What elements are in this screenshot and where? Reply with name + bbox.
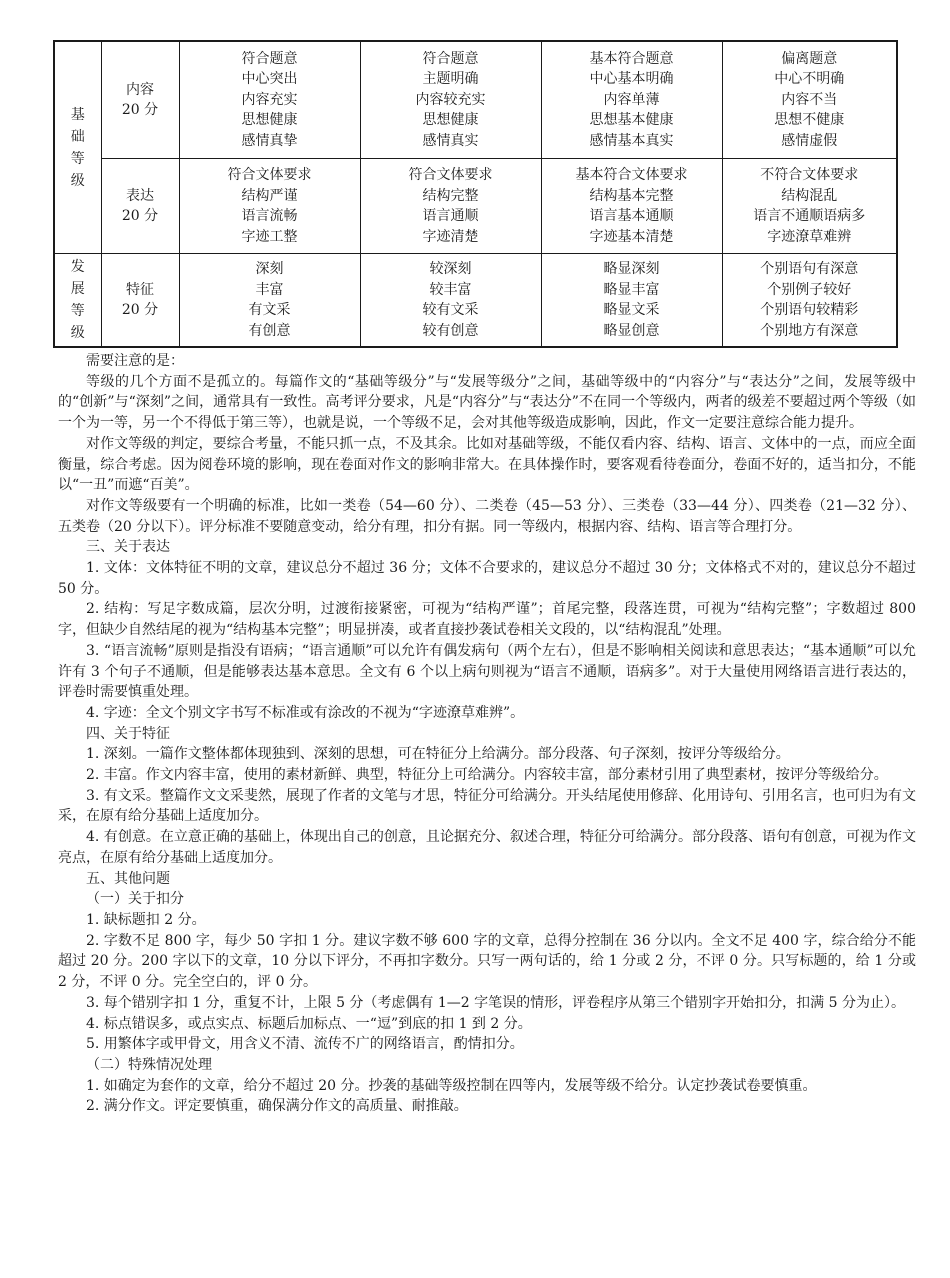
- criteria-line: 有创意: [248, 322, 291, 339]
- criteria-line: 主题明确: [422, 71, 479, 88]
- criteria-line: 感情真挚: [241, 132, 298, 149]
- criteria-cell: [360, 159, 541, 254]
- criteria-cell: [179, 159, 360, 254]
- aspect-title: 内容: [126, 81, 154, 98]
- aspect-score: 20 分: [121, 302, 159, 318]
- criteria-line: 语言不通顺语病多: [753, 208, 866, 224]
- group-label-basic: [54, 41, 101, 254]
- criteria-cell: [179, 254, 360, 348]
- aspect-score: 20 分: [121, 102, 159, 118]
- criteria-line: 略显创意: [603, 322, 660, 339]
- criteria-line: 字迹清楚: [422, 228, 479, 245]
- criteria-line: 略显丰富: [603, 281, 660, 298]
- criteria-cell: [722, 159, 897, 254]
- criteria-line: 丰富: [255, 281, 284, 298]
- paragraph: 对作文等级的判定，要综合考量，不能只抓一点，不及其余。比如对基础等级，不能仅看内容、结构、语言、文体中的一点，而应全面衡量，综合考虑。因为阅卷环境的影响，现在卷面对作文的影响非常大。在具体操作时，要客观看待卷面分，卷面不好的，适当扣分，不能以“一丑”而遮“百美”。: [58, 435, 916, 494]
- paragraph: 3. 每个错别字扣 1 分，重复不计，上限 5 分（考虑偶有 1—2 字笔误的情形，评卷程序从第三个错别字开始扣分，扣满 5 分为止）。: [86, 994, 905, 1011]
- criteria-line: 结构严谨: [241, 187, 298, 204]
- criteria-line: 字迹潦草难辨: [767, 228, 852, 245]
- criteria-line: 思想健康: [241, 112, 298, 129]
- paragraph: 1. 缺标题扣 2 分。: [86, 911, 206, 928]
- criteria-line: 中心不明确: [774, 71, 845, 88]
- criteria-cell: [179, 41, 360, 159]
- criteria-line: 个别地方有深意: [760, 322, 859, 339]
- criteria-line: 个别语句较精彩: [760, 302, 859, 318]
- criteria-cell: [541, 41, 722, 159]
- criteria-line: 内容不当: [781, 91, 838, 108]
- criteria-line: 深刻: [255, 261, 284, 277]
- criteria-line: 不符合文体要求: [760, 167, 859, 183]
- paragraph: 1. 深刻。一篇作文整体都体现独到、深刻的思想，可在特征分上给满分。部分段落、句子深刻，按评分等级给分。: [86, 746, 790, 763]
- criteria-line: 较深刻: [429, 261, 472, 277]
- grading-table: [53, 40, 898, 348]
- criteria-line: 感情真实: [422, 132, 479, 149]
- subsection-heading: （二）特殊情况处理: [86, 1056, 212, 1073]
- criteria-line: 较有创意: [422, 322, 479, 339]
- criteria-line: 基本符合文体要求: [575, 167, 688, 183]
- paragraph: 4. 字迹：全文个别文字书写不标准或有涂改的不视为“字迹潦草难辨”。: [86, 704, 525, 721]
- criteria-line: 符合题意: [422, 50, 479, 67]
- paragraph: 2. 丰富。作文内容丰富，使用的素材新鲜、典型，特征分上可给满分。内容较丰富，部分素材引用了典型素材，按评分等级给分。: [86, 767, 888, 784]
- group-label-char: 发: [70, 259, 85, 275]
- aspect-content: [101, 41, 179, 159]
- criteria-line: 语言基本通顺: [589, 208, 674, 224]
- paragraph: 4. 有创意。在立意正确的基础上，体现出自己的创意，且论据充分、叙述合理，特征分可给满分。部分段落、语句有创意，可视为作文亮点，在原有给分基础上适度加分。: [58, 829, 916, 866]
- criteria-line: 符合文体要求: [227, 167, 312, 183]
- criteria-line: 思想基本健康: [589, 112, 674, 129]
- criteria-line: 语言流畅: [241, 208, 298, 224]
- criteria-line: 个别语句有深意: [760, 261, 859, 277]
- document-body: [58, 351, 916, 1117]
- criteria-line: 感情虚假: [781, 132, 838, 149]
- group-label-development: [54, 254, 101, 348]
- section-heading: 五、其他问题: [86, 870, 170, 887]
- criteria-line: 内容单薄: [603, 91, 660, 108]
- criteria-line: 结构基本完整: [589, 187, 674, 204]
- criteria-line: 思想不健康: [774, 112, 845, 129]
- subsection-heading: （一）关于扣分: [86, 891, 184, 908]
- criteria-line: 结构完整: [422, 187, 479, 204]
- paragraph: 2. 字数不足 800 字，每少 50 字扣 1 分。建议字数不够 600 字的文章，总得分控制在 36 分以内。全文不足 400 字，综合给分不能超过 20 分。200 字以下的文章，10 分以下评分，不再扣字数分。只写一两句话的，给 1 分或 2 分，不评 0 分。只写标题的，给 1 分或 2 分，不评 0 分。完全空白的，评 0 分。: [58, 932, 916, 991]
- criteria-line: 较有文采: [422, 302, 479, 318]
- criteria-line: 内容充实: [241, 91, 298, 108]
- aspect-title: 特征: [126, 281, 154, 298]
- paragraph: 1. 如确定为套作的文章，给分不超过 20 分。抄袭的基础等级控制在四等内，发展等级不给分。认定抄袭试卷要慎重。: [86, 1077, 817, 1094]
- paragraph: 5. 用繁体字或甲骨文，用含义不清、流传不广的网络语言，酌情扣分。: [86, 1036, 524, 1053]
- criteria-line: 字迹工整: [241, 228, 298, 245]
- criteria-line: 中心基本明确: [589, 71, 674, 88]
- aspect-expression: [101, 159, 179, 254]
- group-label-char: 级: [70, 325, 85, 341]
- group-label-char: 展: [70, 281, 85, 297]
- aspect-title: 表达: [126, 187, 154, 204]
- criteria-line: 结构混乱: [781, 187, 838, 204]
- criteria-line: 内容较充实: [415, 91, 486, 108]
- aspect-score: 20 分: [121, 208, 159, 224]
- note-heading: 需要注意的是：: [86, 353, 184, 369]
- criteria-line: 略显文采: [603, 302, 660, 318]
- criteria-line: 感情基本真实: [589, 132, 674, 149]
- criteria-line: 有文采: [248, 302, 291, 318]
- paragraph: 3. 有文采。整篇作文文采斐然，展现了作者的文笔与才思，特征分可给满分。开头结尾使用修辞、化用诗句、引用名言，也可归为有文采，在原有给分基础上适度加分。: [58, 787, 916, 825]
- table-row-expression: [54, 159, 897, 254]
- paragraph: 3. “语言流畅”原则是指没有语病；“语言通顺”可以允许有偶发病句（两个左右），但是不影响相关阅读和意思表达；“基本通顺”可以允许有 3 个句子不通顺，但是能够表达基本意思。全文有 6 个以上病句则视为“语言不通顺，语病多”。对于大量使用网络语言进行表达的，评卷时需要慎重处理。: [58, 642, 916, 701]
- section-heading: 四、关于特征: [86, 725, 170, 742]
- table-row-content: [54, 41, 897, 159]
- criteria-line: 符合文体要求: [408, 167, 493, 183]
- aspect-feature: [101, 254, 179, 348]
- paragraph: 1. 文体：文体特征不明的文章，建议总分不超过 36 分；文体不合要求的，建议总分不超过 30 分；文体格式不对的，建议总分不超过 50 分。: [58, 560, 916, 597]
- criteria-cell: [360, 254, 541, 348]
- criteria-line: 语言通顺: [422, 208, 479, 224]
- criteria-line: 基本符合题意: [589, 50, 674, 67]
- group-label-char: 等: [70, 150, 85, 167]
- paragraph: 2. 结构：写足字数成篇，层次分明，过渡衔接紧密，可视为“结构严谨”；首尾完整，段落连贯，可视为“结构完整”；字数超过 800 字，但缺少自然结尾的视为“结构基本完整”；明显拼凑，或者直接抄袭试卷相关文段的，以“结构混乱”处理。: [58, 601, 916, 639]
- criteria-line: 个别例子较好: [767, 281, 852, 298]
- criteria-cell: [541, 254, 722, 348]
- criteria-line: 思想健康: [422, 112, 479, 129]
- criteria-cell: [541, 159, 722, 254]
- criteria-line: 中心突出: [241, 71, 298, 88]
- criteria-line: 略显深刻: [603, 261, 660, 277]
- criteria-line: 较丰富: [429, 281, 472, 298]
- group-label-char: 等: [70, 303, 85, 319]
- table-row-feature: [54, 254, 897, 348]
- criteria-line: 符合题意: [241, 50, 298, 67]
- criteria-line: 偏离题意: [781, 50, 838, 67]
- group-label-char: 基: [70, 106, 85, 123]
- group-label-char: 级: [70, 172, 85, 189]
- paragraph: 等级的几个方面不是孤立的。每篇作文的“基础等级分”与“发展等级分”之间，基础等级中的“内容分”与“表达分”之间，发展等级中的“创新”与“深刻”之间，通常具有一致性。高考评分要求，凡是“内容分”与“表达分”不在同一个等级内，两者的级差不要超过两个等级（如一个为一等，另一个不得低于第三等），也就是说，一个等级不足，会对其他等级造成影响，因此，作文一定要注意综合能力提升。: [58, 373, 916, 432]
- criteria-cell: [360, 41, 541, 159]
- criteria-cell: [722, 41, 897, 159]
- criteria-line: 字迹基本清楚: [589, 228, 674, 245]
- group-label-char: 础: [70, 128, 85, 145]
- paragraph: 对作文等级要有一个明确的标准，比如一类卷（54—60 分）、二类卷（45—53 分）、三类卷（33—44 分）、四类卷（21—32 分）、五类卷（20 分以下）。评分标准不要随意变动，给分有理，扣分有据。同一等级内，根据内容、结构、语言等合理打分。: [58, 497, 916, 535]
- paragraph: 4. 标点错误多，或点实点、标题后加标点、一“逗”到底的扣 1 到 2 分。: [86, 1015, 532, 1032]
- section-heading: 三、关于表达: [86, 539, 170, 556]
- paragraph: 2. 满分作文。评定要慎重，确保满分作文的高质量、耐推敲。: [86, 1098, 468, 1115]
- criteria-cell: [722, 254, 897, 348]
